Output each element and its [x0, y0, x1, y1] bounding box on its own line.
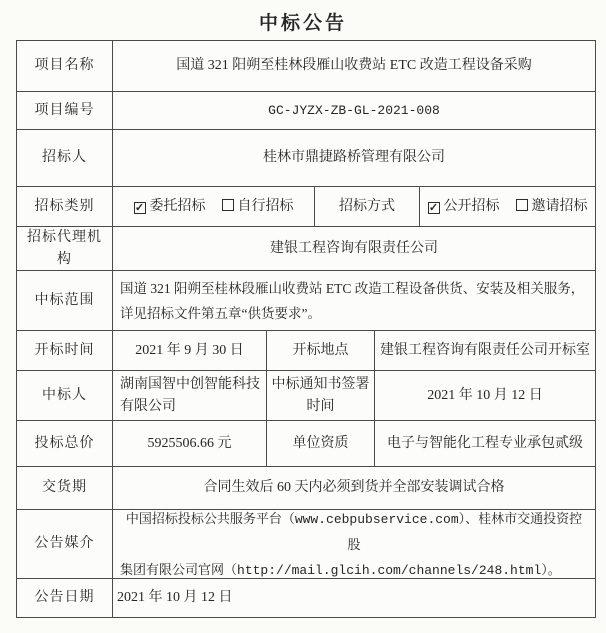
option-open-tender [428, 196, 500, 218]
field-value-award-scope [113, 271, 595, 330]
field-value-project-name: 国道 321 阳朔至桂林段雁山收费站 ETC 改造工程设备采购 [176, 58, 532, 73]
field-value-agency: 建银工程咨询有限责任公司 [270, 240, 438, 256]
option-label: 邀请招标 [531, 198, 588, 214]
field-value-notice-sign-time: 2021 年 10 月 12 日 [427, 387, 543, 403]
field-value-winner: 湖南国智中创智能科技有限公司 [113, 371, 267, 420]
field-value-tenderer: 桂林市鼎捷路桥管理有限公司 [263, 150, 445, 165]
table-row-tenderer [17, 130, 595, 187]
table-row-winner [17, 371, 595, 421]
field-label-tenderer: 招标人 [17, 130, 113, 186]
field-label-bid-price: 投标总价 [17, 421, 113, 466]
field-label-award-scope: 中标范围 [17, 271, 113, 330]
award-scope-line: 详见招标文件第五章“供货要求”。 [120, 305, 321, 321]
media-text: 集团有限公司官网（ [120, 561, 238, 577]
option-invited-tender [516, 196, 588, 218]
option-label: 公开招标 [443, 198, 500, 214]
field-value-announce-date: 2021 年 10 月 12 日 [117, 590, 233, 605]
field-value-qualification: 电子与智能化工程专业承包贰级 [387, 435, 583, 451]
option-self-tender [222, 196, 294, 218]
table-row-project-name [17, 41, 595, 92]
table-row-agency [17, 227, 595, 271]
field-label-tender-method: 招标方式 [315, 187, 420, 226]
field-value-bid-opening-time: 2021 年 9 月 30 日 [113, 331, 267, 370]
field-value-project-number: GC-JYZX-ZB-GL-2021-008 [268, 102, 440, 118]
announcement-table [16, 40, 596, 618]
field-value-media [113, 510, 595, 578]
checkbox-checked-icon: ✓ [428, 201, 439, 214]
field-label-delivery: 交货期 [17, 467, 113, 509]
field-label-winner: 中标人 [17, 371, 113, 420]
field-label-qualification: 单位资质 [267, 421, 375, 466]
field-label-announce-date: 公告日期 [17, 579, 113, 617]
table-row-media [17, 510, 595, 579]
field-label-tender-type: 招标类别 [17, 187, 113, 226]
media-url: http://mail.glcih.com/channels/248.html [237, 562, 542, 578]
field-label-project-number: 项目编号 [17, 92, 113, 129]
table-row-bid-opening [17, 331, 595, 371]
table-row-announce-date [17, 579, 595, 617]
media-text: 中国招标投标公共服务平台（ [125, 510, 295, 526]
field-label-bid-opening-place: 开标地点 [267, 331, 375, 370]
field-value-delivery: 合同生效后 60 天内必须到货并全部安装调试合格 [203, 480, 505, 495]
field-label-media: 公告媒介 [17, 510, 113, 578]
field-label-project-name: 项目名称 [17, 41, 113, 91]
checkbox-checked-icon: ✓ [134, 201, 145, 214]
table-row-delivery [17, 467, 595, 510]
option-delegated-tender [134, 196, 206, 218]
field-value-tender-type [113, 187, 315, 226]
field-label-notice-sign-time: 中标通知书签署时间 [267, 371, 375, 420]
checkbox-unchecked-icon [222, 199, 234, 211]
option-label: 自行招标 [237, 198, 294, 214]
field-label-agency: 招标代理机构 [17, 227, 113, 270]
field-value-bid-opening-place: 建银工程咨询有限责任公司开标室 [380, 342, 590, 358]
field-value-tender-method [420, 187, 595, 226]
table-row-award-scope [17, 271, 595, 331]
media-text: ）。 [541, 561, 561, 577]
table-row-project-number [17, 92, 595, 130]
checkbox-unchecked-icon [516, 199, 528, 211]
table-row-bid-price [17, 421, 595, 467]
option-label: 委托招标 [149, 198, 206, 214]
media-line [120, 506, 588, 557]
award-scope-line: 国道 321 阳朔至桂林段雁山收费站 ETC 改造工程设备供货、安装及相关服务， [120, 280, 585, 296]
field-label-bid-opening-time: 开标时间 [17, 331, 113, 370]
media-url: www.cebpubservice.com [294, 511, 459, 527]
field-value-bid-price: 5925506.66 元 [113, 421, 267, 466]
table-row-tender-type [17, 187, 595, 227]
page-title: 中标公告 [258, 13, 347, 34]
media-text: ）、桂林市交通投资控股 [347, 510, 583, 552]
